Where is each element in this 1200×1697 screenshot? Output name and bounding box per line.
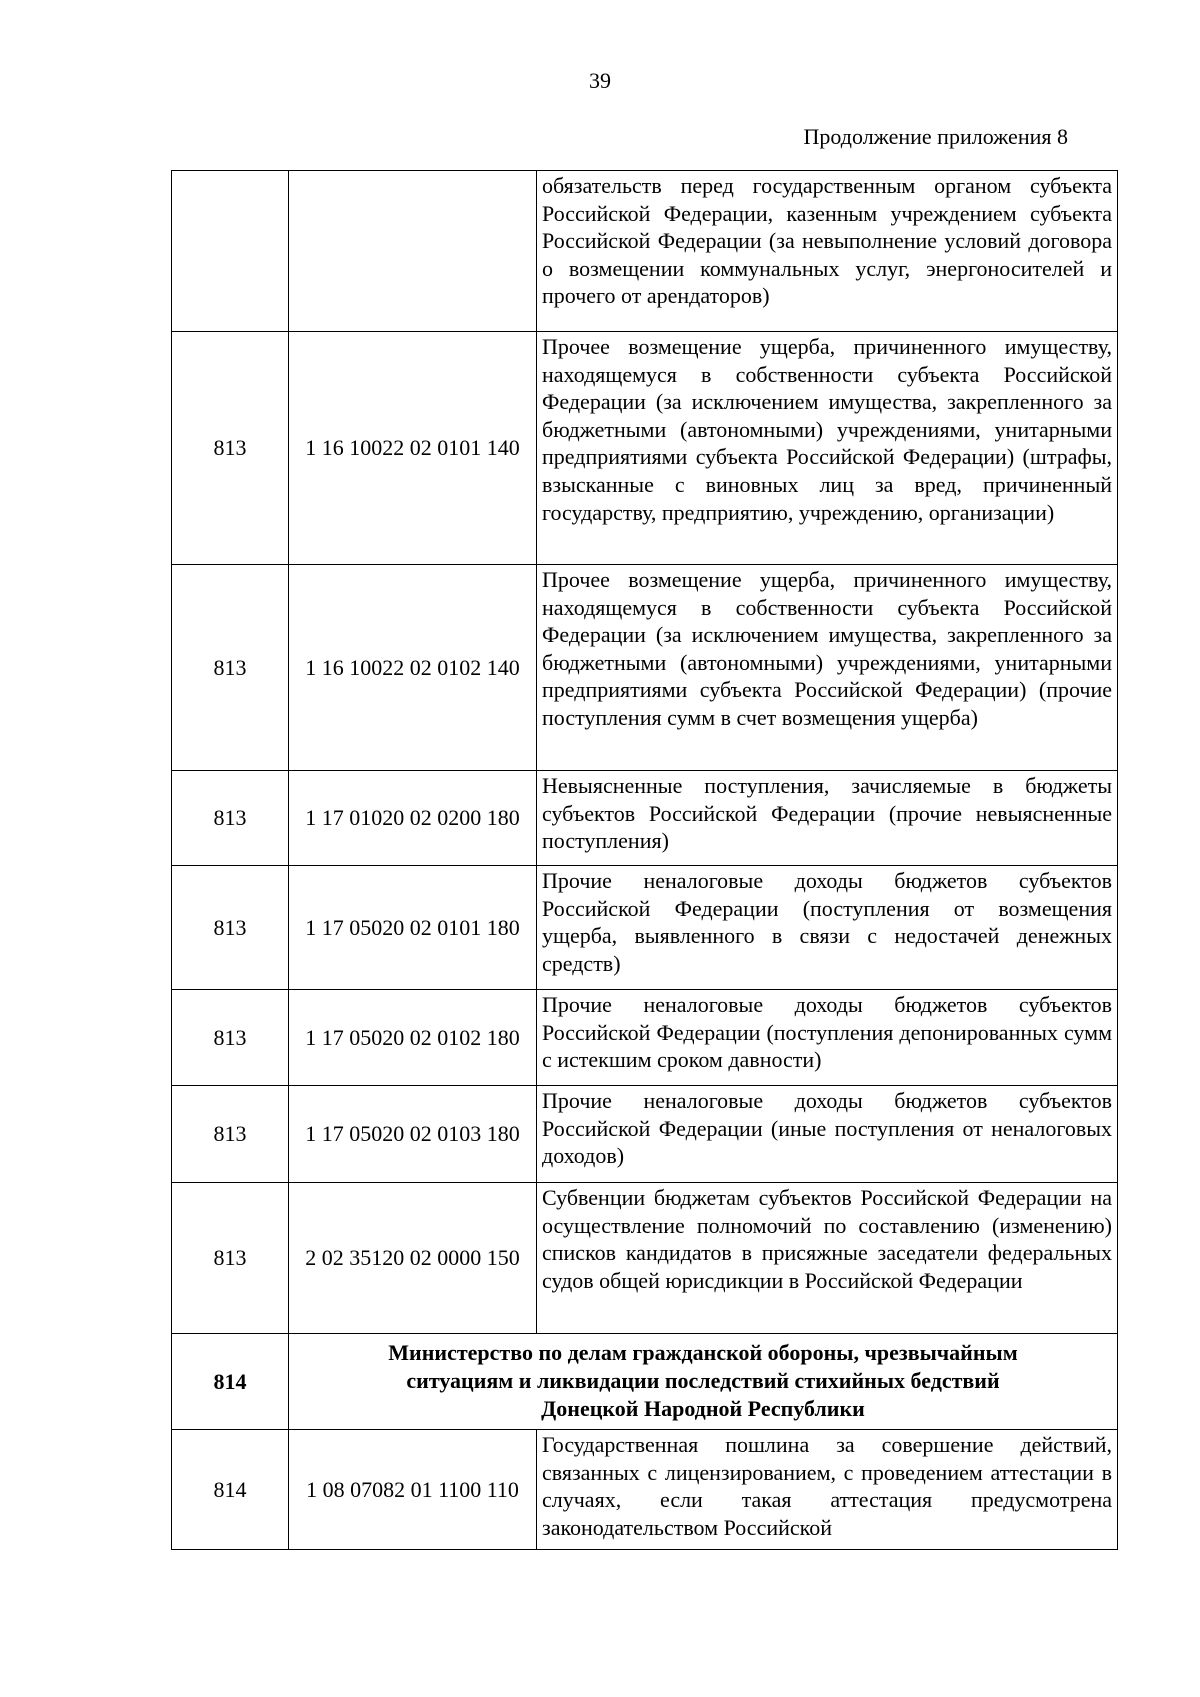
revenue-codes-table <box>171 170 1118 1550</box>
revenue-code-cell: 1 17 05020 02 0101 180 <box>289 866 537 990</box>
description-cell: Государственная пошлина за совершение действий, связанных с лицензированием, с проведением аттестации в случаях, если такая аттестация предусмотрена законодательством Российской <box>537 1430 1118 1550</box>
page-number: 39 <box>589 68 611 93</box>
table-row <box>172 990 1118 1086</box>
section-admin-code: 814 <box>172 1334 289 1430</box>
section-title-line: Донецкой Народной Республики <box>541 1396 865 1421</box>
revenue-code-cell: 1 16 10022 02 0102 140 <box>289 565 537 771</box>
revenue-code-cell: 1 17 05020 02 0103 180 <box>289 1086 537 1183</box>
description-cell: обязательств перед государственным органом субъекта Российской Федерации, казенным учреждением субъекта Российской Федерации (за невыполнение условий договора о возмещении коммунальных услуг, энергоносителей и прочего от арендаторов) <box>537 171 1118 332</box>
admin-code-cell: 813 <box>172 1183 289 1334</box>
description-cell: Прочее возмещение ущерба, причиненного имуществу, находящемуся в собственности субъекта Российской Федерации (за исключением имущества, закрепленного за бюджетными (автономными) учреждениями, унитарными предприятиями субъекта Российской Федерации) (штрафы, взысканные с виновных лиц за вред, причиненный государству, предприятию, учреждению, организации) <box>537 332 1118 565</box>
admin-code-cell: 813 <box>172 332 289 565</box>
revenue-code-cell: 1 17 05020 02 0102 180 <box>289 990 537 1086</box>
description-cell: Прочие неналоговые доходы бюджетов субъектов Российской Федерации (поступления от возмещения ущерба, выявленного в связи с недостачей денежных средств) <box>537 866 1118 990</box>
admin-code-cell: 813 <box>172 1086 289 1183</box>
table-row <box>172 171 1118 332</box>
admin-code-cell: 813 <box>172 771 289 866</box>
description-cell: Прочие неналоговые доходы бюджетов субъектов Российской Федерации (поступления депонированных сумм с истекшим сроком давности) <box>537 990 1118 1086</box>
section-header-row <box>172 1334 1118 1430</box>
revenue-code-cell: 1 16 10022 02 0101 140 <box>289 332 537 565</box>
table-row <box>172 332 1118 565</box>
admin-code-cell: 813 <box>172 565 289 771</box>
description-cell: Субвенции бюджетам субъектов Российской Федерации на осуществление полномочий по составлению (изменению) списков кандидатов в присяжные заседатели федеральных судов общей юрисдикции в Российской Федерации <box>537 1183 1118 1334</box>
revenue-code-cell <box>289 171 537 332</box>
continuation-label: Продолжение приложения 8 <box>803 124 1068 149</box>
table-row <box>172 1430 1118 1550</box>
section-title-line: Министерство по делам гражданской обороны, чрезвычайным <box>388 1340 1018 1365</box>
table-row <box>172 1183 1118 1334</box>
section-title <box>289 1334 1118 1430</box>
table-row <box>172 866 1118 990</box>
table-row <box>172 565 1118 771</box>
revenue-code-cell: 1 17 01020 02 0200 180 <box>289 771 537 866</box>
section-title-line: ситуациям и ликвидации последствий стихийных бедствий <box>406 1368 1000 1393</box>
revenue-code-cell: 2 02 35120 02 0000 150 <box>289 1183 537 1334</box>
revenue-code-cell: 1 08 07082 01 1100 110 <box>289 1430 537 1550</box>
table-row <box>172 771 1118 866</box>
description-cell: Прочее возмещение ущерба, причиненного имуществу, находящемуся в собственности субъекта Российской Федерации (за исключением имущества, закрепленного за бюджетными (автономными) учреждениями, унитарными предприятиями субъекта Российской Федерации) (прочие поступления сумм в счет возмещения ущерба) <box>537 565 1118 771</box>
table-row <box>172 1086 1118 1183</box>
description-cell: Невыясненные поступления, зачисляемые в бюджеты субъектов Российской Федерации (прочие невыясненные поступления) <box>537 771 1118 866</box>
description-cell: Прочие неналоговые доходы бюджетов субъектов Российской Федерации (иные поступления от неналоговых доходов) <box>537 1086 1118 1183</box>
admin-code-cell: 813 <box>172 866 289 990</box>
admin-code-cell: 814 <box>172 1430 289 1550</box>
admin-code-cell <box>172 171 289 332</box>
admin-code-cell: 813 <box>172 990 289 1086</box>
